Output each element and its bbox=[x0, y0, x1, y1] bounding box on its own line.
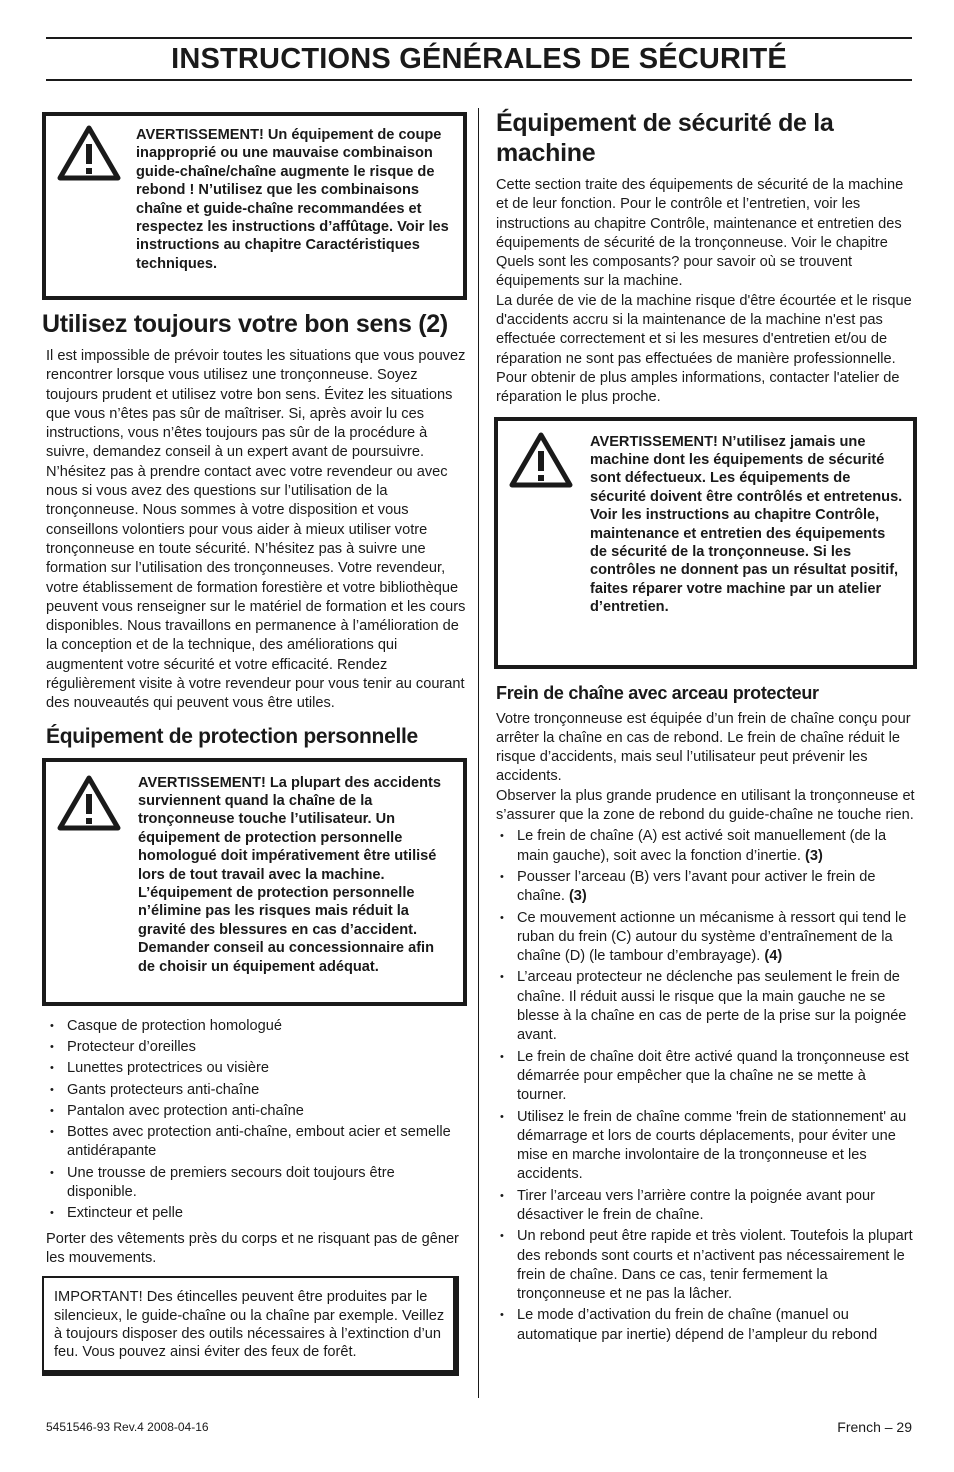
list-item: • Pantalon avec protection anti-chaîne bbox=[46, 1102, 467, 1121]
list-item: • Ce mouvement actionne un mécanisme à ressort qui tend le ruban du frein (C) autour du système d’entraînement de la chaîne (D) (le tambour d’embrayage). (4) bbox=[496, 909, 917, 967]
page-title: INSTRUCTIONS GÉNÉRALES DE SÉCURITÉ bbox=[171, 43, 787, 75]
list-item: • Gants protecteurs anti-chaîne bbox=[46, 1081, 467, 1100]
list-item: • Protecteur d’oreilles bbox=[46, 1038, 467, 1057]
warning-box-defective-equipment bbox=[494, 417, 917, 669]
document-reference: 5451546-93 Rev.4 2008-04-16 bbox=[46, 1420, 209, 1434]
warning-box-cutting-equipment bbox=[42, 112, 467, 300]
brake-paragraph-2: Observer la plus grande prudence en utilisant la tronçonneuse et s’assurer que la zone de rebond du guide-chaîne ne touche rien. bbox=[496, 787, 915, 824]
warning-triangle-icon bbox=[56, 124, 122, 182]
list-item: • Le frein de chaîne doit être activé quand la tronçonneuse est démarrée pour empêcher que la chaîne ne se mette à tourner. bbox=[496, 1048, 917, 1106]
warning-triangle-icon bbox=[508, 431, 574, 489]
figure-ref: (3) bbox=[805, 847, 823, 864]
figure-ref: (4) bbox=[764, 948, 783, 965]
list-item: • Extincteur et pelle bbox=[46, 1204, 467, 1223]
list-item: • Tirer l’arceau vers l’arrière contre la poignée avant pour désactiver le frein de chaîne. bbox=[496, 1187, 917, 1226]
warning-text: AVERTISSEMENT! Un équipement de coupe inapproprié ou une mauvaise combinaison guide-chaîne/chaîne augmente le risque de rebond ! N’utilisez que les combinaisons chaîne et guide-chaîne recommandées et respectez les instructions d’affûtage. Voir les instructions au chapitre Caractéristiques techniques. bbox=[136, 127, 449, 272]
list-item: • Bottes avec protection anti-chaîne, embout acier et semelle antidérapante bbox=[46, 1123, 467, 1162]
heading-machine-safety: Équipement de sécurité de la machine bbox=[496, 109, 834, 167]
warning-box-ppe bbox=[42, 758, 467, 1006]
important-text: IMPORTANT! Des étincelles peuvent être produites par le silencieux, le guide-chaîne ou la chaîne par exemple. Veillez à toujours disposer des outils nécessaires à l’extinction d’un feu. Vous pouvez ainsi éviter des feux de forêt. bbox=[54, 1289, 445, 1361]
machine-paragraph-1: Cette section traite des équipements de sécurité de la machine et de leur fonction. Pour le contrôle et l’entretien, voir les instructions au chapitre Contrôle, maintenance et entretien des équipements de sécurité de la tronçonneuse. Voir le chapitre Quels sont les composants? pour savoir où se trouvent équipements sur la machine. bbox=[496, 177, 904, 290]
machine-paragraph-2: La durée de vie de la machine risque d'être écourtée et le risque d'accidents accru si la maintenance de la machine n'est pas effectuée correctement et si les mesures d'entretien et/ou de réparation ne sont pas effectuées de manière professionnelle. Pour obtenir de plus amples informations, contacter l'atelier de réparation le plus proche. bbox=[496, 292, 912, 406]
right-column bbox=[494, 108, 917, 1347]
page-number: French – 29 bbox=[837, 1419, 912, 1435]
left-column bbox=[42, 112, 467, 1376]
figure-ref: (3) bbox=[568, 888, 587, 905]
warning-text: AVERTISSEMENT! La plupart des accidents surviennent quand la chaîne de la tronçonneuse touche l’utilisateur. Un équipement de protection personnelle homologué doit impérativement être utilisé lors de tout travail avec la machine. L’équipement de protection personnelle n’élimine pas les risques mais réduit la gravité des blessures en cas d’accident. Demander conseil au concessionnaire afin de choisir un équipement adéquat. bbox=[138, 774, 442, 975]
column-divider bbox=[478, 108, 479, 1398]
heading-chain-brake: Frein de chaîne avec arceau protecteur bbox=[496, 682, 819, 703]
brake-paragraph-1: Votre tronçonneuse est équipée d’un frein de chaîne conçu pour arrêter la chaîne en cas de rebond. Le frein de chaîne réduit le risque d’accidents, mais seul l’utilisateur peut prévenir les accidents. bbox=[496, 710, 911, 785]
warning-text: AVERTISSEMENT! N’utilisez jamais une machine dont les équipements de sécurité sont défectueux. Les équipements de sécurité doivent être contrôlés et entretenus. Voir les instructions au chapitre Contrôle, maintenance et entretien des équipements de sécurité de la tronçonneuse. Si les contrôles ne donnent pas un résultat positif, faites réparer votre machine par un atelier d’entretien. bbox=[590, 433, 903, 616]
list-item: • Utilisez le frein de chaîne comme 'frein de stationnement' au démarrage et lors de courts déplacements, pour éviter une mise en marche involontaire de la tronçonneuse et les accidents. bbox=[496, 1108, 917, 1185]
list-item: • Casque de protection homologué bbox=[46, 1017, 467, 1036]
warning-triangle-icon bbox=[56, 774, 122, 832]
list-item: • Le mode d’activation du frein de chaîne (manuel ou automatique par inertie) dépend de l’ampleur du rebond bbox=[496, 1306, 917, 1345]
clothing-paragraph: Porter des vêtements près du corps et ne risquant pas de gêner les mouvements. bbox=[46, 1230, 459, 1266]
list-item: • Le frein de chaîne (A) est activé soit manuellement (de la main gauche), soit avec la fonction d’inertie. (3) bbox=[496, 827, 917, 866]
ppe-list bbox=[42, 1017, 467, 1224]
heading-ppe: Équipement de protection personnelle bbox=[46, 724, 418, 748]
page-header bbox=[46, 37, 912, 81]
list-item: • Pousser l’arceau (B) vers l’avant pour activer le frein de chaîne. (3) bbox=[496, 868, 917, 907]
list-item: • Lunettes protectrices ou visière bbox=[46, 1059, 467, 1078]
list-item: • Un rebond peut être rapide et très violent. Toutefois la plupart des rebonds sont courts et n’activent pas nécessairement le frein de chaîne. Dans ce cas, tenir fermement la tronçonneuse et ne pas la lâcher. bbox=[496, 1227, 917, 1304]
list-item: • Une trousse de premiers secours doit toujours être disponible. bbox=[46, 1164, 467, 1203]
heading-common-sense: Utilisez toujours votre bon sens (2) bbox=[42, 310, 448, 338]
list-item: • L’arceau protecteur ne déclenche pas seulement le frein de chaîne. Il réduit aussi le risque que la main gauche ne se blesse à la chaîne en cas de perte de la prise sur la poignée avant. bbox=[496, 968, 917, 1045]
chain-brake-list bbox=[494, 827, 917, 1345]
common-sense-paragraph: Il est impossible de prévoir toutes les situations que vous pouvez rencontrer lorsque vous utilisez une tronçonneuse. Soyez toujours prudent et utilisez votre bon sens. Évitez les situations que vous n’êtes pas sûr de maîtriser. Si, après avoir lu ces instructions, vous n’êtes toujours pas sûr de la procédure à suivre, demandez conseil à un expert avant de poursuivre. N’hésitez pas à prendre contact avec votre revendeur ou avec nous si vous avez des questions sur l’utilisation de la tronçonneuse. Nous sommes à votre disposition et vous conseillons volontiers pour vous aider à mieux utiliser votre tronçonneuse en toute sécurité. N’hésitez pas à suivre une formation sur l’utilisation des tronçonneuses. Votre revendeur, votre établissement de formation forestière et votre bibliothèque peuvent vous renseigner sur le matériel de formation et les cours disponibles. Nous travaillons en permanence à l’amélioration de la conception et de la technique, des améliorations qui augmentent votre sécurité et votre efficacité. Rendez régulièrement visite à votre revendeur pour vous tenir au courant des nouveautés qui peuvent vous être utiles. bbox=[46, 348, 466, 712]
important-box-fire bbox=[42, 1276, 459, 1376]
